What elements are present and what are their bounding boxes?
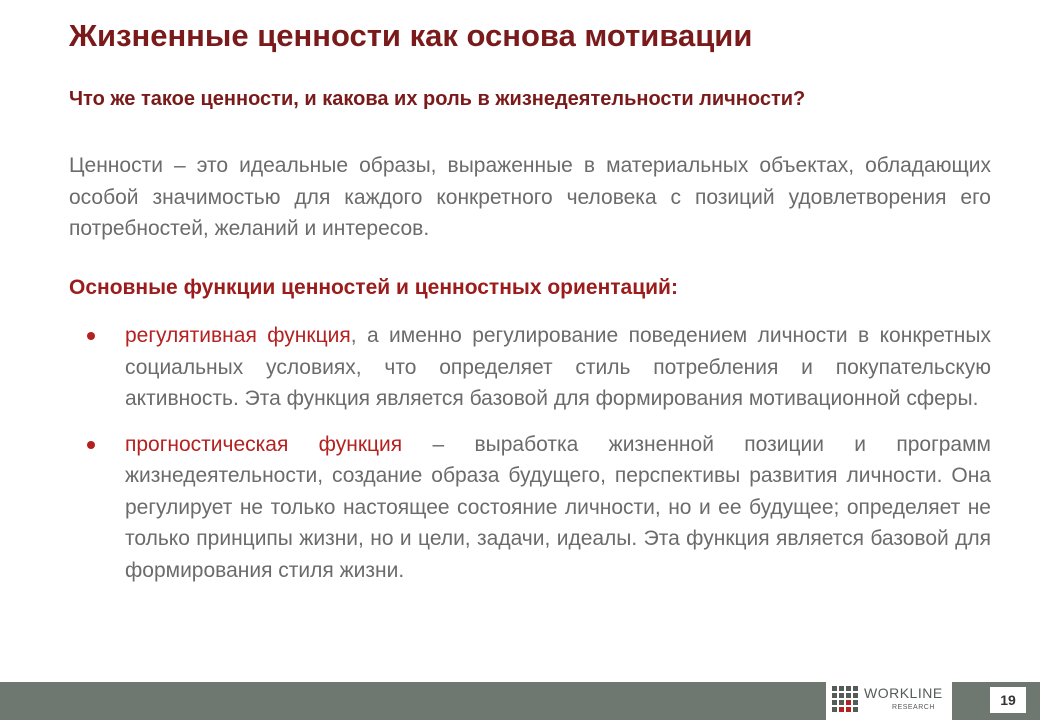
definition-paragraph: Ценности – это идеальные образы, выраженные в материальных объектах, обладающих особой значимостью для каждого конкретного человека с позиций удовлетворения его потребностей, желаний и интересов.: [69, 154, 991, 240]
function-item-prognostic: [69, 429, 991, 587]
function-description: – выработка жизненной позиции и программ жизнедеятельности, создание образа будущего, перспективы развития личности. Она регулирует не только настоящее состояние личности, но и ее будущее; определяет не только принципы жизни, но и цели, задачи, идеалы. Эта функция является базовой для формирования стиля жизни.: [125, 432, 991, 582]
logo-grid-icon: [832, 686, 858, 712]
functions-heading: Основные функции ценностей и ценностных ориентаций:: [69, 276, 678, 299]
function-item-regulatory: [69, 320, 991, 415]
logo-text: WORKLINE: [864, 685, 943, 701]
function-description: , а именно регулирование поведением личности в конкретных социальных условиях, что определяет стиль потребления и покупательскую активность. Эта функция является базовой для формирования мотивационной сферы.: [125, 324, 991, 410]
function-term: прогностическая функция: [125, 432, 403, 456]
function-term: регулятивная функция: [125, 324, 351, 347]
functions-list: [69, 320, 991, 586]
workline-logo: [826, 682, 952, 720]
slide-subtitle: Что же такое ценности, и какова их роль в жизнедеятельности личности?: [69, 88, 806, 110]
logo-subtext: RESEARCH: [892, 704, 935, 711]
page-number: 19: [990, 687, 1026, 713]
slide-title: Жизненные ценности как основа мотивации: [69, 18, 753, 53]
bullet-icon: [87, 441, 95, 449]
bullet-icon: [87, 332, 95, 340]
